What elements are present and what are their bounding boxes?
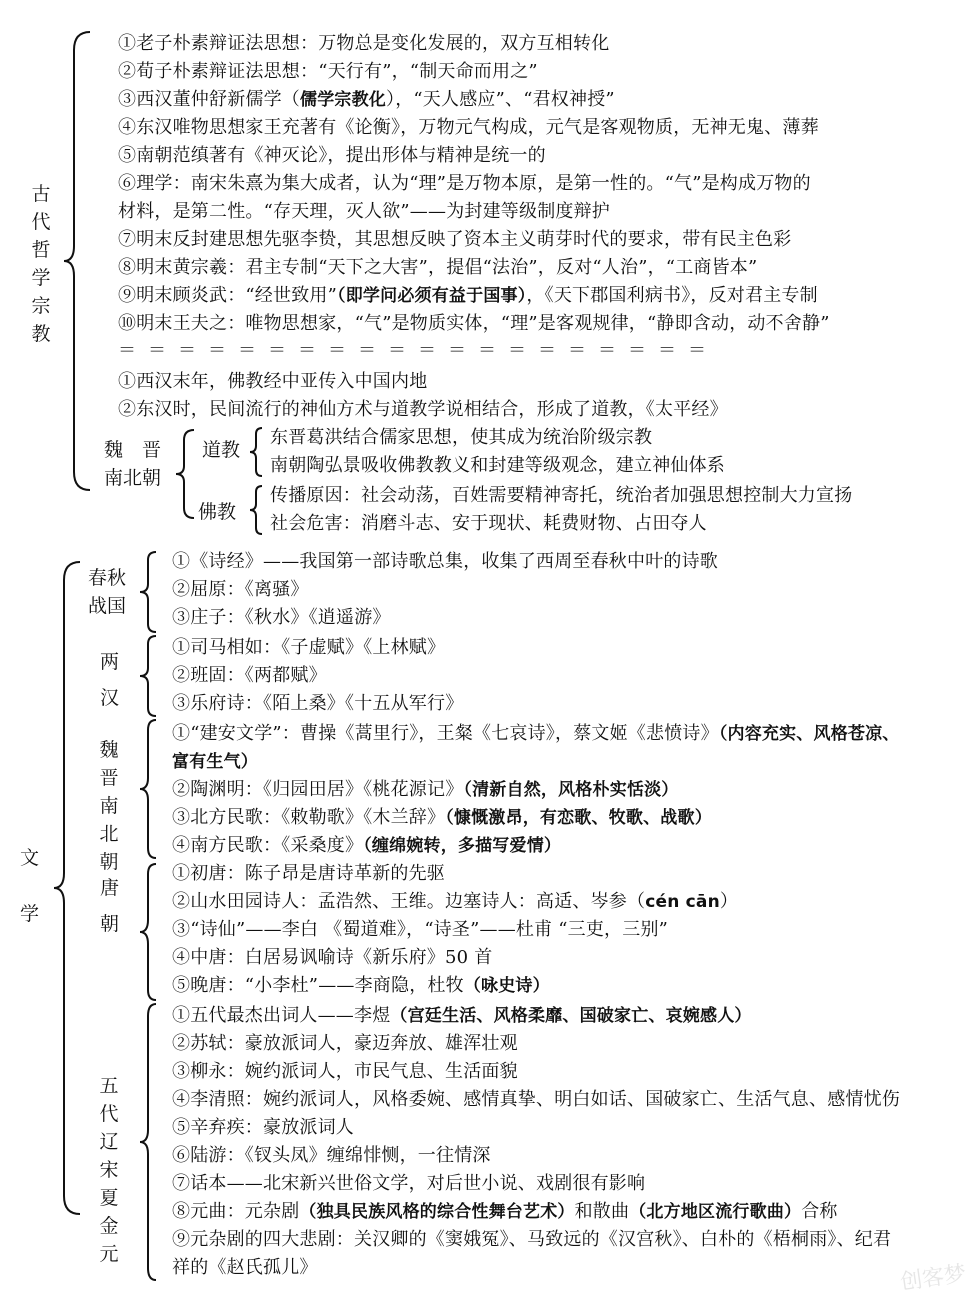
religion-item-1: ①西汉末年，佛教经中亚传入中国内地 [118, 371, 428, 392]
phil-item-4: ④东汉唯物思想家王充著有《论衡》，万物元气构成，元气是客观物质，无神无鬼、薄葬 [118, 117, 819, 138]
lit-4-item-3: ③“诗仙”——李白 《蜀道难》，“诗圣”——杜甫 “三吏，三别” [172, 919, 669, 940]
philosophy-brace [64, 30, 94, 492]
lit-group-1-label-a: 春秋 [88, 567, 127, 589]
lit-5-item-7: ⑦话本——北宋新兴世俗文学，对后世小说、戏剧很有影响 [172, 1173, 646, 1194]
lit-3-item-1-cont: 富有生气） [172, 752, 258, 772]
lit-4-item-2: ②山水田园诗人：孟浩然、王维。边塞诗人：高适、岑参（cén cān） [172, 891, 739, 912]
lit-5-item-8: ⑧元曲：元杂剧（独具民族风格的综合性舞台艺术）和散曲（北方地区流行歌曲）合称 [172, 1201, 838, 1222]
lit-4-item-5: ⑤晚唐：“小李杜”——李商隐，杜牧（咏史诗） [172, 975, 550, 996]
lit-2-item-2: ②班固：《两都赋》 [172, 665, 327, 686]
lit-group-1-brace [140, 550, 158, 634]
lit-2-item-1: ①司马相如：《子虚赋》《上林赋》 [172, 637, 446, 658]
lit-5-item-3: ③柳永：婉约派词人，市民气息、生活面貌 [172, 1061, 518, 1082]
lit-group-4-label-a: 唐 [100, 877, 120, 899]
fojiao-item-1: 传播原因：社会动荡，百姓需要精神寄托，统治者加强思想控制大力宣扬 [270, 485, 853, 506]
daojiao-item-1: 东晋葛洪结合儒家思想，使其成为统治阶级宗教 [270, 427, 653, 448]
phil-item-8: ⑧明末黄宗羲：君主专制“天下之大害”，提倡“法治”，反对“人治”，“工商皆本” [118, 257, 758, 278]
lit-1-item-3: ③庄子：《秋水》《逍遥游》 [172, 607, 391, 628]
lit-5-item-6: ⑥陆游：《钗头凤》缠绵悱恻，一往情深 [172, 1145, 491, 1166]
lit-group-2-label-a: 两 [100, 651, 120, 673]
watermark: 创客梦 [898, 1261, 968, 1296]
phil-item-2: ②荀子朴素辩证法思想：“天行有”，“制天命而用之” [118, 61, 538, 82]
lit-5-item-9-cont: 祥的《赵氏孤儿》 [172, 1257, 318, 1278]
lit-1-item-2: ②屈原：《离骚》 [172, 579, 309, 600]
lit-3-item-1: ①“建安文学”：曹操《蒿里行》，王粲《七哀诗》，蔡文姬《悲愤诗》（内容充实、风格苍凉、 [172, 723, 900, 744]
religion-item-2: ②东汉时，民间流行的神仙方术与道教学说相结合，形成了道教，《太平经》 [118, 399, 728, 420]
phil-item-10: ⑩明末王夫之：唯物思想家，“气”是物质实体，“理”是客观规律，“静即含动，动不舍静” [118, 313, 830, 334]
fojiao-brace [250, 484, 264, 536]
lit-group-2-brace [140, 634, 158, 718]
lit-group-3-label: 魏晋南北朝 [99, 739, 119, 873]
separator-line: ＝＝＝＝＝＝＝＝＝＝＝＝＝＝＝＝＝＝＝＝ [118, 340, 718, 361]
phil-item-5: ⑤南朝范缜著有《神灭论》，提出形体与精神是统一的 [118, 145, 546, 166]
phil-item-3: ③西汉董仲舒新儒学（儒学宗教化），“天人感应”、“君权神授” [118, 89, 615, 110]
phil-item-1: ①老子朴素辩证法思想：万物总是变化发展的，双方互相转化 [118, 33, 610, 54]
lit-group-2-label-b: 汉 [100, 687, 120, 709]
lit-group-5-brace [140, 1002, 158, 1282]
fojiao-label: 佛教 [198, 501, 237, 523]
lit-3-item-2: ②陶渊明：《归园田居》《桃花源记》（清新自然，风格朴实恬淡） [172, 779, 679, 800]
fojiao-item-2: 社会危害：消磨斗志、安于现状、耗费财物、占田夺人 [270, 513, 707, 534]
lit-1-item-1: ①《诗经》——我国第一部诗歌总集，收集了西周至春秋中叶的诗歌 [172, 551, 718, 572]
literature-label-top: 文 [20, 847, 40, 869]
lit-3-item-4: ④南方民歌：《采桑度》（缠绵婉转，多描写爱情） [172, 835, 562, 856]
lit-group-1-label-b: 战国 [88, 595, 127, 617]
daojiao-label: 道教 [202, 439, 241, 461]
wjnbc-brace [176, 428, 196, 520]
lit-5-item-1: ①五代最杰出词人——李煜（宫廷生活、风格柔靡、国破家亡、哀婉感人） [172, 1005, 752, 1026]
phil-item-6: ⑥理学：南宋朱熹为集大成者，认为“理”是万物本原，是第一性的。“气”是构成万物的 [118, 173, 811, 194]
wjnbc-label-top: 魏 晋 [104, 439, 162, 461]
philosophy-label: 古代哲学宗教 [31, 183, 51, 345]
lit-group-5-label: 五代辽宋夏金元 [99, 1075, 119, 1265]
wjnbc-label-bottom: 南北朝 [104, 467, 162, 489]
lit-2-item-3: ③乐府诗：《陌上桑》《十五从军行》 [172, 693, 464, 714]
daojiao-item-2: 南朝陶弘景吸收佛教教义和封建等级观念，建立神仙体系 [270, 455, 725, 476]
literature-label-bottom: 学 [20, 903, 40, 925]
lit-5-item-4: ④李清照：婉约派词人，风格委婉、感情真挚、明白如话、国破家亡、生活气息、感情忧伤 [172, 1089, 900, 1110]
daojiao-brace [250, 426, 264, 478]
lit-group-4-label-b: 朝 [100, 913, 120, 935]
lit-5-item-9: ⑨元杂剧的四大悲剧：关汉卿的《窦娥冤》、马致远的《汉宫秋》、白朴的《梧桐雨》、纪君 [172, 1229, 892, 1250]
lit-group-4-brace [140, 862, 158, 1002]
lit-group-3-brace [140, 718, 158, 860]
lit-3-item-3: ③北方民歌：《敕勒歌》《木兰辞》（慷慨激昂，有恋歌、牧歌、战歌） [172, 807, 712, 828]
lit-5-item-2: ②苏轼：豪放派词人，豪迈奔放、雄浑壮观 [172, 1033, 518, 1054]
lit-5-item-5: ⑤辛弃疾：豪放派词人 [172, 1117, 354, 1138]
lit-4-item-4: ④中唐：白居易讽喻诗《新乐府》50 首 [172, 947, 493, 968]
phil-item-7: ⑦明末反封建思想先驱李贽，其思想反映了资本主义萌芽时代的要求，带有民主色彩 [118, 229, 792, 250]
lit-4-item-1: ①初唐：陈子昂是唐诗革新的先驱 [172, 863, 445, 884]
literature-brace [54, 560, 84, 1216]
phil-item-6-cont: 材料，是第二性。“存天理，灭人欲”——为封建等级制度辩护 [118, 201, 611, 222]
phil-item-9: ⑨明末顾炎武：“经世致用”（即学问必须有益于国事），《天下郡国利病书》，反对君主专制 [118, 285, 818, 306]
